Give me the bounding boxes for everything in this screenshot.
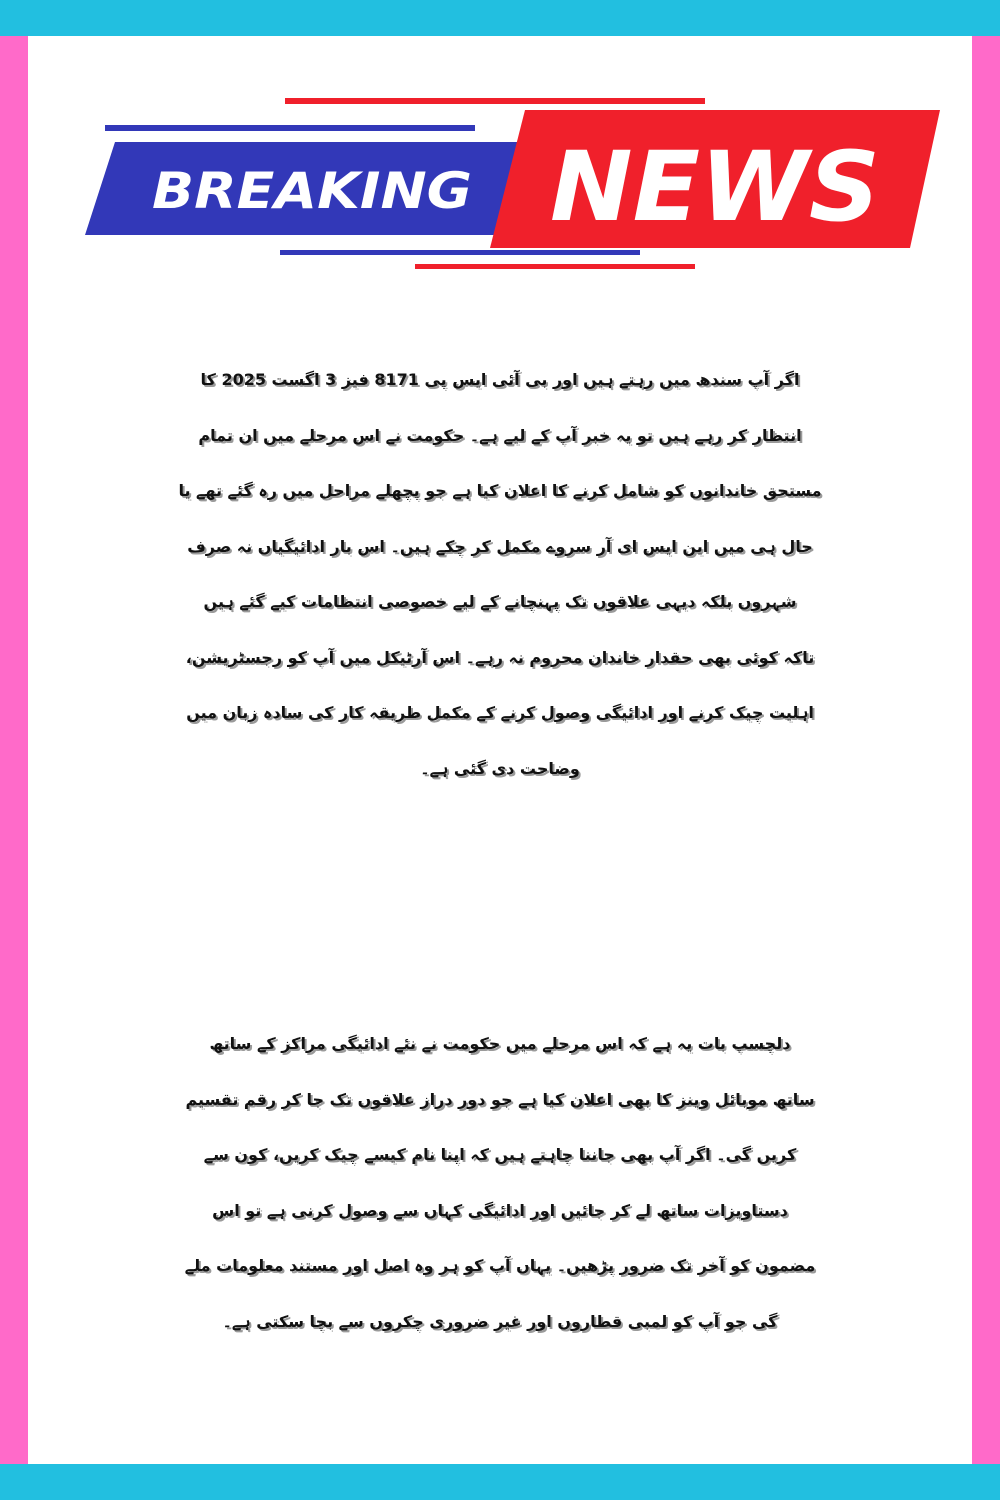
paragraph-line: حال ہی میں این ایس ای آر سروے مکمل کر چکے ہیں۔ اس بار ادائیگیاں نہ صرف	[187, 536, 813, 556]
frame-left-border	[0, 36, 28, 1464]
banner-stripe-top-red	[285, 98, 705, 104]
paragraph-line: اہلیت چیک کرنے اور ادائیگی وصول کرنے کے مکمل طریقہ کار کی سادہ زبان میں	[186, 703, 814, 722]
paragraph-line: ساتھ موبائل وینز کا بھی اعلان کیا ہے جو دور دراز علاقوں تک جا کر رقم تقسیم	[185, 1089, 815, 1109]
paragraph-line: دلچسپ بات یہ ہے کہ اس مرحلے میں حکومت نے نئے ادائیگی مراکز کے ساتھ	[209, 1034, 791, 1053]
paragraph-line: مضمون کو آخر تک ضرور پڑھیں۔ یہاں آپ کو ہر وہ اصل اور مستند معلومات ملے	[184, 1256, 816, 1275]
paragraph-line: مستحق خاندانوں کو شامل کرنے کا اعلان کیا ہے جو پچھلے مراحل میں رہ گئے تھے یا	[178, 481, 822, 500]
frame-right-border	[972, 36, 1000, 1464]
frame-top-border	[0, 0, 1000, 36]
article-paragraph-2	[45, 1016, 955, 1349]
article-paragraph-1	[45, 352, 955, 796]
paragraph-line: کریں گی۔ اگر آپ بھی جاننا چاہتے ہیں کہ اپنا نام کیسے چیک کریں، کون سے	[203, 1145, 797, 1164]
breaking-news-banner	[60, 80, 940, 280]
banner-stripe-bottom-red	[415, 264, 695, 269]
paragraph-line: شہروں بلکہ دیہی علاقوں تک پہنچانے کے لیے خصوصی انتظامات کیے گئے ہیں	[203, 592, 797, 611]
banner-news-text: NEWS	[550, 131, 880, 243]
paragraph-line: دستاویزات ساتھ لے کر جائیں اور ادائیگی کہاں سے وصول کرنی ہے تو اس	[212, 1200, 788, 1220]
banner-breaking-text: BREAKING	[152, 162, 472, 220]
paragraph-line: انتظار کر رہے ہیں تو یہ خبر آپ کے لیے ہے۔ حکومت نے اس مرحلے میں ان تمام	[198, 425, 802, 445]
banner-stripe-top-blue	[105, 125, 475, 131]
frame-bottom-border	[0, 1464, 1000, 1500]
paragraph-line: تاکہ کوئی بھی حقدار خاندان محروم نہ رہے۔ اس آرٹیکل میں آپ کو رجسٹریشن،	[185, 647, 815, 667]
banner-stripe-bottom-blue	[280, 250, 640, 255]
paragraph-line: وضاحت دی گئی ہے۔	[420, 758, 580, 778]
paragraph-line: گی جو آپ کو لمبی قطاروں اور غیر ضروری چکروں سے بچا سکتی ہے۔	[222, 1311, 778, 1331]
paragraph-line: اگر آپ سندھ میں رہتے ہیں اور بی آئی ایس پی 8171 فیز 3 اگست 2025 کا	[200, 370, 800, 389]
